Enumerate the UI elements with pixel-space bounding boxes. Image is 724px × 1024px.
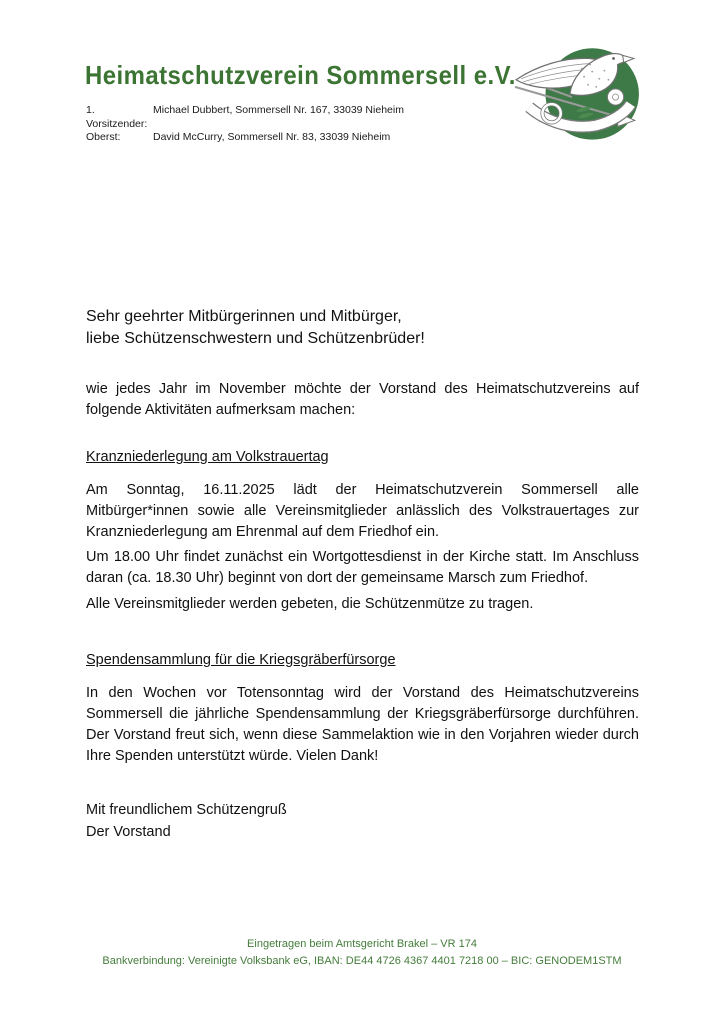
section-heading-spendensammlung: Spendensammlung für die Kriegsgräberfürsorge [86,652,396,668]
contact-value: Michael Dubbert, Sommersell Nr. 167, 33039 Nieheim [153,104,404,116]
footer-bank-line: Bankverbindung: Vereinigte Volksbank eG, IBAN: DE44 4726 4367 4401 7218 00 – BIC: GENODEM1STM [102,955,622,967]
contact-row-oberst [86,131,404,145]
section-heading-kranzniederlegung: Kranzniederlegung am Volkstrauertag [86,449,329,465]
closing-signature: Der Vorstand [86,824,171,840]
salutation [86,306,425,350]
bird-crest-icon [513,46,645,144]
page-title: Heimatschutzverein Sommersell e.V. [85,60,516,90]
intro-paragraph: wie jedes Jahr im November möchte der Vorstand des Heimatschutzvereins auf folgende Aktivitäten aufmerksam machen: [86,381,639,418]
section-1-paragraph-1: Am Sonntag, 16.11.2025 lädt der Heimatschutzverein Sommersell alle Mitbürger*innen sowie alle Vereinsmitglieder anlässlich des Volkstrauertages zur Kranzniederlegung am Ehrenmal auf dem Friedhof ein. [86,482,639,540]
club-crest-bird-logo [513,46,645,144]
contact-row-chairman [86,104,404,131]
salutation-line-1: Sehr geehrter Mitbürgerinnen und Mitbürger, [86,308,402,325]
page-footer [0,936,724,970]
section-2-paragraph-1: In den Wochen vor Totensonntag wird der Vorstand des Heimatschutzvereins Sommersell die jährliche Spendensammlung der Kriegsgräberfürsorge durchführen. Der Vorstand freut sich, wenn diese Sammelaktion wie in den Vorjahren wieder durch Ihre Spenden unterstützt würde. Vielen Dank! [86,685,639,764]
section-1-paragraph-2: Um 18.00 Uhr findet zunächst ein Wortgottesdienst in der Kirche statt. Im Anschluss daran (ca. 18.30 Uhr) beginnt von dort der gemeinsame Marsch zum Friedhof. [86,549,639,586]
header-contacts [86,104,404,145]
closing [86,799,287,843]
closing-greeting: Mit freundlichem Schützengruß [86,802,287,818]
contact-value: David McCurry, Sommersell Nr. 83, 33039 Nieheim [153,131,391,143]
salutation-line-2: liebe Schützenschwestern und Schützenbrüder! [86,330,425,347]
section-1-paragraph-3: Alle Vereinsmitglieder werden gebeten, die Schützenmütze zu tragen. [86,596,534,612]
footer-registry-line: Eingetragen beim Amtsgericht Brakel – VR 174 [247,938,477,950]
contact-label: 1. Vorsitzender: [86,104,148,130]
contact-label: Oberst: [86,131,121,143]
